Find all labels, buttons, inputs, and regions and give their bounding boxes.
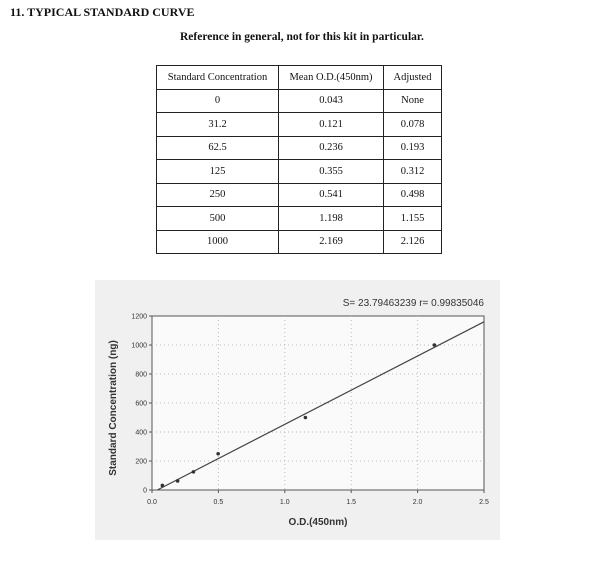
subtitle: Reference in general, not for this kit in particular. [180, 31, 424, 43]
x-tick-label: 0.5 [213, 499, 224, 506]
table-cell: 0.236 [279, 136, 384, 160]
y-tick-label: 400 [135, 429, 147, 437]
table-cell: 31.2 [157, 113, 279, 137]
y-tick-label: 600 [135, 400, 147, 408]
table-cell: 0.043 [279, 89, 384, 113]
y-tick-label: 1000 [131, 342, 147, 350]
table-cell: 0.312 [384, 160, 442, 184]
x-axis-label: O.D.(450nm) [288, 517, 348, 528]
x-tick-label: 1.0 [279, 499, 290, 506]
table-cell: 0.121 [279, 113, 384, 137]
y-tick-label: 0 [143, 487, 147, 495]
table-cell: 2.169 [279, 230, 384, 254]
table-cell: 0.541 [279, 183, 384, 207]
data-point [176, 479, 180, 483]
data-point [433, 343, 437, 347]
x-tick-label: 0.0 [147, 499, 157, 506]
x-tick-label: 1.5 [346, 499, 357, 506]
x-tick-label: 2.0 [412, 499, 423, 506]
table-cell: 0.498 [384, 183, 442, 207]
table-cell: 0.193 [384, 136, 442, 160]
y-axis-label: Standard Concentration (ng) [108, 340, 119, 476]
plot-area [152, 316, 484, 490]
table-cell: 0.355 [279, 160, 384, 184]
col-header: Mean O.D.(450nm) [279, 66, 384, 90]
col-header: Standard Concentration [157, 66, 279, 90]
x-tick-label: 2.5 [479, 499, 489, 506]
col-header: Adjusted [384, 66, 442, 90]
fit-annotation: S= 23.79463239 r= 0.99835046 [342, 298, 484, 309]
y-tick-label: 800 [135, 371, 147, 379]
table-cell: 62.5 [157, 136, 279, 160]
table-cell: 1000 [157, 230, 279, 254]
table-cell: None [384, 89, 442, 113]
data-point [304, 416, 308, 420]
table-cell: 125 [157, 160, 279, 184]
y-tick-label: 200 [135, 458, 147, 466]
table-cell: 1.198 [279, 207, 384, 231]
data-point [192, 470, 196, 474]
table-cell: 0 [157, 89, 279, 113]
table-cell: 250 [157, 183, 279, 207]
table-cell: 1.155 [384, 207, 442, 231]
table-cell: 500 [157, 207, 279, 231]
table-cell: 2.126 [384, 230, 442, 254]
section-heading: 11. TYPICAL STANDARD CURVE [10, 5, 195, 19]
data-point [216, 452, 220, 456]
y-tick-label: 1200 [131, 313, 147, 321]
table-cell: 0.078 [384, 113, 442, 137]
data-point [161, 484, 165, 488]
